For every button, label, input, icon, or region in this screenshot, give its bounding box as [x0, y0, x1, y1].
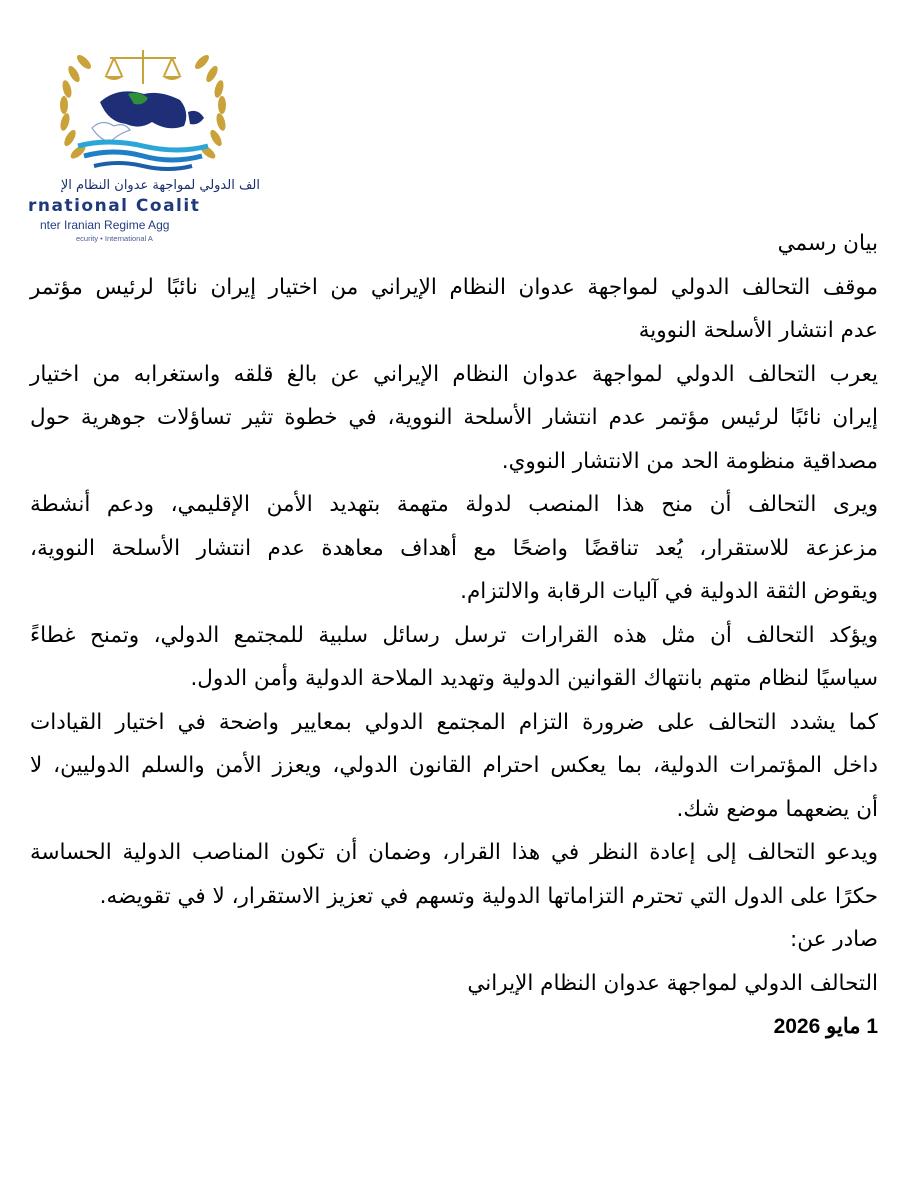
- logo-english-line-1: rnational Coalit: [28, 196, 201, 216]
- paragraph-4-line-2: داخل المؤتمرات الدولية، بما يعكس احترام القانون الدولي، ويعزز الأمن والسلم الدوليين، لا: [30, 753, 878, 778]
- paragraph-5-line-1: ويدعو التحالف إلى إعادة النظر في هذا القرار، وضمان أن تكون المناصب الدولية الحساسة: [30, 840, 878, 865]
- statement-heading: بيان رسمي: [777, 231, 878, 256]
- paragraph-2-line-2: مزعزعة للاستقرار، يُعد تناقضًا واضحًا مع أهداف معاهدة عدم انتشار الأسلحة النووية،: [30, 535, 878, 561]
- paragraph-4-line-3: أن يضعهما موضع شك.: [676, 796, 878, 822]
- paragraph-1-line-2: إيران نائبًا لرئيس مؤتمر عدم انتشار الأسلحة النووية، في خطوة تثير تساؤلات جوهرية حول: [30, 405, 878, 430]
- logo-english-line-2: nter Iranian Regime Agg: [40, 218, 170, 232]
- paragraph-1-line-3: مصداقية منظومة الحد من الانتشار النووي.: [501, 448, 878, 474]
- issuer-name: التحالف الدولي لمواجهة عدوان النظام الإيراني: [467, 970, 878, 996]
- statement-date: 1 مايو 2026: [773, 1015, 878, 1038]
- issued-by-label: صادر عن:: [789, 927, 878, 952]
- logo-arabic-text: الف الدولي لمواجهة عدوان النظام الإ: [60, 178, 260, 193]
- coalition-logo: [28, 42, 260, 252]
- statement-title-line-2: عدم انتشار الأسلحة النووية: [638, 318, 878, 343]
- paragraph-1-line-1: يعرب التحالف الدولي لمواجهة عدوان النظام الإيراني عن بالغ قلقه واستغرابه من اختيار: [30, 361, 878, 387]
- statement-body: [30, 222, 878, 1049]
- logo-english-line-3: ecurity • International A: [76, 234, 153, 243]
- scales-laurel-emblem-icon: [48, 42, 238, 178]
- paragraph-5-line-2: حكرًا على الدول التي تحترم التزاماتها الدولية وتسهم في تعزيز الاستقرار، لا في تقويضه.: [99, 883, 878, 909]
- paragraph-4-line-1: كما يشدد التحالف على ضرورة التزام المجتمع الدولي بمعايير واضحة في اختيار القيادات: [30, 709, 878, 735]
- paragraph-2-line-3: ويقوض الثقة الدولية في آليات الرقابة والالتزام.: [460, 579, 878, 604]
- paragraph-3-line-2: سياسيًا لنظام متهم بانتهاك القوانين الدولية وتهديد الملاحة الدولية وأمن الدول.: [190, 666, 878, 691]
- statement-title-line-1: موقف التحالف الدولي لمواجهة عدوان النظام الإيراني من اختيار إيران نائبًا لرئيس مؤتمر: [30, 274, 878, 300]
- paragraph-3-line-1: ويؤكد التحالف أن مثل هذه القرارات ترسل رسائل سلبية للمجتمع الدولي، وتمنح غطاءً: [30, 622, 878, 648]
- paragraph-2-line-1: ويرى التحالف أن منح هذا المنصب لدولة متهمة بتهديد الأمن الإقليمي، ودعم أنشطة: [30, 492, 878, 517]
